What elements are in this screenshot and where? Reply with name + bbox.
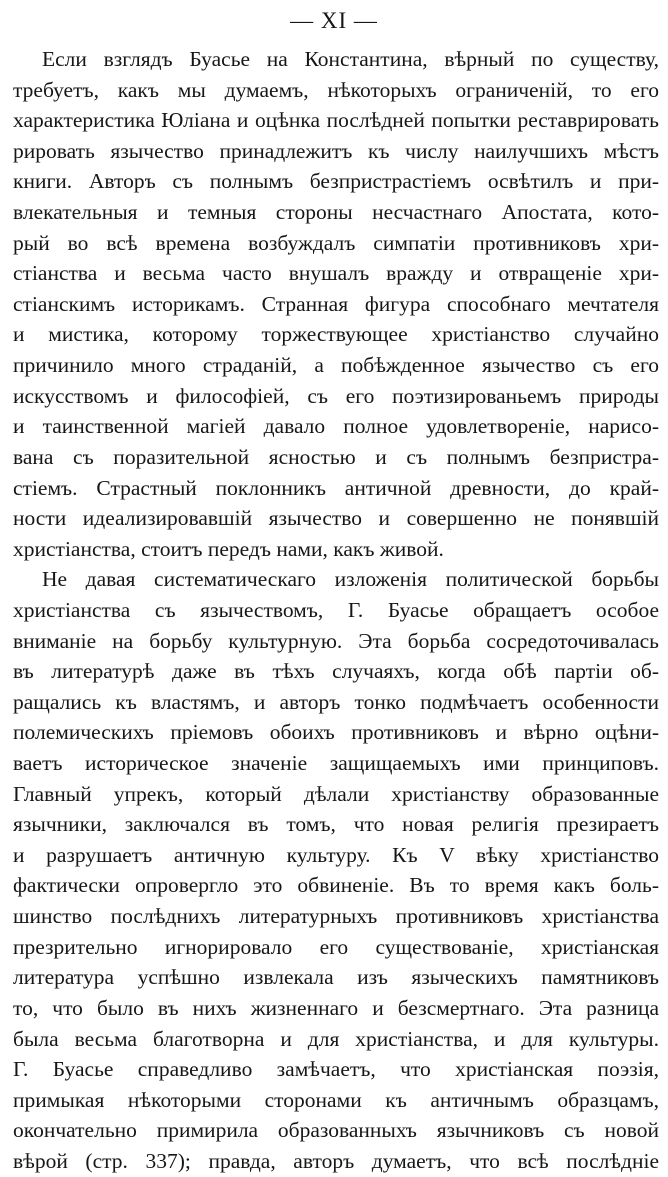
- text-line: и разрушаетъ античную культуру. Къ V вѣку христіанство: [13, 842, 659, 867]
- text-line: была весьма благотворна и для христіанства, и для культуры.: [13, 1026, 659, 1051]
- text-line: Если взглядъ Буасье на Константина, вѣрный по существу,: [42, 47, 659, 71]
- text-line: ности идеализировавшій язычество и совершенно не понявшій: [13, 506, 659, 531]
- text-line: книги. Авторъ съ полнымъ безпристрастіемъ освѣтилъ и при-: [13, 169, 659, 194]
- page-number-header: — XI —: [290, 8, 378, 33]
- text-line: причинило много страданій, а побѣжденное язычество съ его: [13, 353, 659, 378]
- page-body: [13, 44, 659, 1177]
- text-line: примыкая нѣкоторыми сторонами къ античнымъ образцамъ,: [13, 1087, 659, 1112]
- text-line: христіанства съ язычествомъ, Г. Буасье обращаетъ особое: [13, 597, 659, 622]
- text-line: презрительно игнорировало его существованіе, христіанская: [13, 934, 659, 959]
- text-line: Не давая систематическаго изложенія политической борьбы: [42, 567, 659, 592]
- text-line: ращались къ властямъ, и авторъ тонко подмѣчаетъ особенности: [13, 689, 659, 714]
- text-line: рый во всѣ времена возбуждалъ симпатіи противниковъ хри-: [13, 230, 659, 255]
- text-line: стіанскимъ историкамъ. Странная фигура способнаго мечтателя: [13, 291, 659, 316]
- text-line: и мистика, которому торжествующее христіанство случайно: [13, 322, 659, 347]
- text-line: стіемъ. Страстный поклонникъ античной древности, до край-: [13, 475, 659, 500]
- text-line: ваетъ историческое значеніе защищаемыхъ ими принциповъ.: [13, 751, 659, 776]
- text-line: вниманіе на борьбу культурную. Эта борьба сосредоточивалась: [13, 628, 659, 653]
- text-line: стіанства и весьма часто внушалъ вражду и отвращеніе хри-: [13, 261, 659, 286]
- text-line: полемическихъ пріемовъ обоихъ противниковъ и вѣрно оцѣни-: [13, 720, 659, 745]
- text-line: и таинственной магіей давало полное удовлетвореніе, нарисо-: [13, 414, 659, 439]
- text-line: окончательно примирила образованныхъ язычниковъ съ новой: [13, 1118, 659, 1143]
- text-line: рировать язычество принадлежитъ къ числу наилучшихъ мѣстъ: [13, 138, 659, 163]
- text-line: то, что было въ нихъ жизненнаго и безсмертнаго. Эта разница: [13, 995, 659, 1020]
- text-line: Главный упрекъ, который дѣлали христіанству образованные: [13, 781, 659, 806]
- text-line: характеристика Юліана и оцѣнка послѣдней попытки реставрировать: [13, 108, 659, 133]
- text-line: вана съ поразительной ясностью и съ полнымъ безпристра-: [13, 444, 659, 469]
- text-line: шинство послѣднихъ литературныхъ противниковъ христіанства: [13, 904, 659, 929]
- text-line: Г. Буасье справедливо замѣчаетъ, что христіанская поэзія,: [13, 1057, 659, 1082]
- text-line: требуетъ, какъ мы думаемъ, нѣкоторыхъ ограниченій, то его: [13, 77, 659, 102]
- text-line: фактически опровергло это обвиненіе. Въ то время какъ боль-: [13, 873, 659, 898]
- text-line: христіанства, стоитъ передъ нами, какъ живой.: [13, 536, 444, 561]
- text-line: вѣрой (стр. 337); правда, авторъ думаетъ, что всѣ послѣдніе: [13, 1148, 659, 1173]
- text-line: искусствомъ и философіей, съ его поэтизированьемъ природы: [13, 383, 659, 408]
- text-line: литература успѣшно извлекала изъ языческихъ памятниковъ: [13, 965, 659, 990]
- text-line: въ литературѣ даже въ тѣхъ случаяхъ, когда обѣ партіи об-: [13, 659, 659, 684]
- text-line: язычники, заключался въ томъ, что новая религія презираетъ: [13, 812, 659, 837]
- text-line: влекательныя и темныя стороны несчастнаго Апостата, кото-: [13, 200, 659, 225]
